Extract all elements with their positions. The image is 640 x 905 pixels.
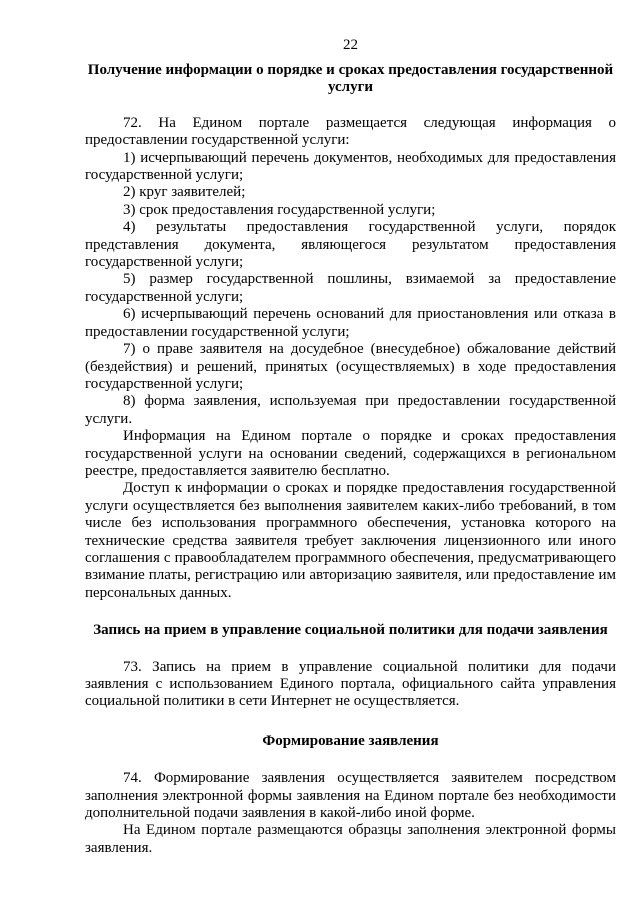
paragraph-free-of-charge: Информация на Едином портале о порядке и сроках предоставления государственной услуги на основании сведений, содержащихся в региональном реестре, предоставляется заявителю бесплатно. [85, 428, 616, 479]
paragraph-form-samples: На Едином портале размещаются образцы заполнения электронной формы заявления. [85, 822, 616, 856]
list-item-7: 7) о праве заявителя на досудебное (внесудебное) обжалование действий (бездействия) и решений, принятых (осуществляемых) в ходе предоставления государственной услуги; [85, 341, 616, 392]
list-item-6: 6) исчерпывающий перечень оснований для приостановления или отказа в предоставлении государственной услуги; [85, 306, 616, 340]
paragraph-access: Доступ к информации о сроках и порядке предоставления государственной услуги осуществляется без выполнения заявителем каких-либо требований, в том числе без использования программного обеспечения, установка которого на технические средства заявителя требует заключения лицензионного или иного соглашения с правообладателем программного обеспечения, предусматривающего взимание платы, регистрацию или авторизацию заявителя, или предоставление им персональных данных. [85, 480, 616, 601]
list-item-4: 4) результаты предоставления государственной услуги, порядок представления документа, являющегося результатом предоставления государственной услуги; [85, 219, 616, 271]
list-item-2: 2) круг заявителей; [123, 184, 246, 201]
list-item-8: 8) форма заявления, используемая при предоставлении государственной услуги. [85, 393, 616, 427]
list-item-5: 5) размер государственной пошлины, взимаемой за предоставление государственной услуги; [85, 271, 616, 305]
paragraph-72: 72. На Едином портале размещается следующая информация о предоставлении государственной услуги: [85, 114, 616, 149]
paragraph-73: 73. Запись на прием в управление социальной политики для подачи заявления с использованием Единого портала, официального сайта управления социальной политики в сети Интернет не осуществляется. [85, 658, 616, 710]
document-page [85, 36, 616, 857]
heading-information-procedure: Получение информации о порядке и сроках предоставления государственной услуги [87, 62, 614, 96]
heading-appointment: Запись на прием в управление социальной политики для подачи заявления [93, 622, 608, 639]
list-item-1: 1) исчерпывающий перечень документов, необходимых для предоставления государственной услуги; [85, 149, 616, 184]
page-number: 22 [343, 37, 358, 53]
paragraph-74: 74. Формирование заявления осуществляется заявителем посредством заполнения электронной формы заявления на Едином портале без необходимости дополнительной подачи заявления в какой-либо иной форме. [85, 770, 616, 822]
heading-form-creation: Формирование заявления [262, 732, 439, 749]
list-item-3: 3) срок предоставления государственной услуги; [123, 201, 436, 218]
